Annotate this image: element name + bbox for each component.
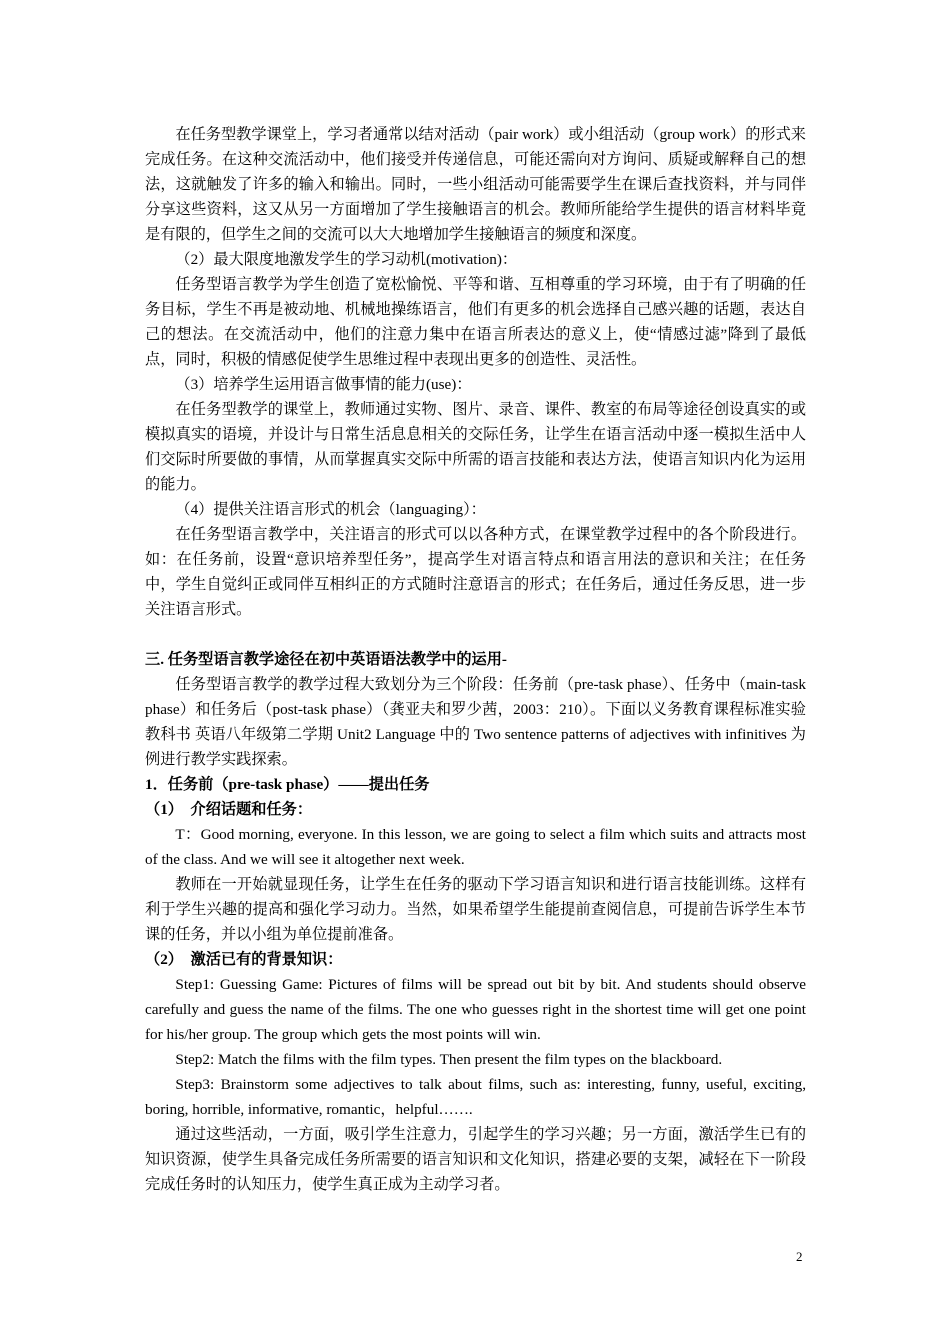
paragraph-motivation: 任务型语言教学为学生创造了宽松愉悦、平等和谐、互相尊重的学习环境，由于有了明确的任务目标，学生不再是被动地、机械地操练语言，他们有更多的机会选择自己感兴趣的话题，表达自己的想法。在交流活动中，他们的注意力集中在语言所表达的意义上，使“情感过滤”降到了最低点，同时，积极的情感促使学生思维过程中表现出更多的创造性、灵活性。: [145, 276, 806, 368]
paragraph-step1: Step1: Guessing Game: Pictures of films will be spread out bit by bit. And students should observe carefully and guess the name of the films. The one who guesses right in the shortest time will get one point for his/her group. The group which gets the most points will win.: [145, 976, 806, 1043]
step-heading-activate: （2） 激活已有的背景知识：: [145, 951, 343, 968]
paragraph-interaction: 在任务型教学课堂上，学习者通常以结对活动（pair work）或小组活动（group work）的形式来完成任务。在这种交流活动中，他们接受并传递信息，可能还需向对方询问、质疑或解释自己的想法，这就触发了许多的输入和输出。同时，一些小组活动可能需要学生在课后查找资料，并与同伴分享这些资料，这又从另一方面增加了学生接触语言的机会。教师所能给学生提供的语言材料毕竟是有限的，但学生之间的交流可以大大地增加学生接触语言的频度和深度。: [145, 126, 806, 243]
subsection-heading-pre-task: 1．任务前（pre-task phase）——提出任务: [145, 776, 430, 793]
paragraph-task-driven: 教师在一开始就显现任务，让学生在任务的驱动下学习语言知识和进行语言技能训练。这样有利于学生兴趣的提高和强化学习动力。当然，如果希望学生能提前查阅信息，可提前告诉学生本节课的任务，并以小组为单位提前准备。: [145, 876, 806, 943]
paragraph-step2: Step2: Match the films with the film types. Then present the film types on the blackboard.: [175, 1051, 723, 1068]
paragraph-phases: 任务型语言教学的教学过程大致划分为三个阶段：任务前（pre-task phase）、任务中（main-task phase）和任务后（post-task phase）（龚亚夫和罗少茜，2003：210）。下面以义务教育课程标准实验教科书 英语八年级第二学期 Unit2 Language 中的 Two sentence patterns of adjectives with infinitives 为例进行教学实践探索。: [145, 676, 806, 768]
item-motivation-heading: （2）最大限度地激发学生的学习动机(motivation)：: [175, 251, 518, 268]
page-number: 2: [796, 1249, 803, 1264]
paragraph-languaging: 在任务型语言教学中，关注语言的形式可以以各种方式，在课堂教学过程中的各个阶段进行。如：在任务前，设置“意识培养型任务”，提高学生对语言特点和语言用法的意识和关注；在任务中，学生自觉纠正或同伴互相纠正的方式随时注意语言的形式；在任务后，通过任务反思，进一步关注语言形式。: [145, 526, 806, 618]
paragraph-teacher-greeting: T：Good morning, everyone. In this lesson, we are going to select a film which suits and attracts most of the class. And we will see it altogether next week.: [145, 826, 806, 868]
paragraph-step3: Step3: Brainstorm some adjectives to talk about films, such as: interesting, funny, useful, exciting, boring, horrible, informative, romantic，helpful…….: [145, 1076, 806, 1118]
item-use-heading: （3）培养学生运用语言做事情的能力(use)：: [175, 376, 472, 393]
item-languaging-heading: （4）提供关注语言形式的机会（languaging）：: [175, 501, 486, 518]
paragraph-use: 在任务型教学的课堂上，教师通过实物、图片、录音、课件、教室的布局等途径创设真实的或模拟真实的语境，并设计与日常生活息息相关的交际任务，让学生在语言活动中逐一模拟生活中人们交际时所要做的事情，从而掌握真实交际中所需的语言技能和表达方法，使语言知识内化为运用的能力。: [145, 401, 806, 493]
step-heading-introduce: （1） 介绍话题和任务：: [145, 801, 313, 818]
document-body: [145, 122, 806, 1197]
section-heading-3: 三. 任务型语言教学途径在初中英语语法教学中的运用-: [145, 651, 507, 668]
paragraph-activities-summary: 通过这些活动，一方面，吸引学生注意力，引起学生的学习兴趣；另一方面，激活学生已有的知识资源，使学生具备完成任务所需要的语言知识和文化知识，搭建必要的支架，减轻在下一阶段完成任务时的认知压力，使学生真正成为主动学习者。: [145, 1126, 806, 1193]
